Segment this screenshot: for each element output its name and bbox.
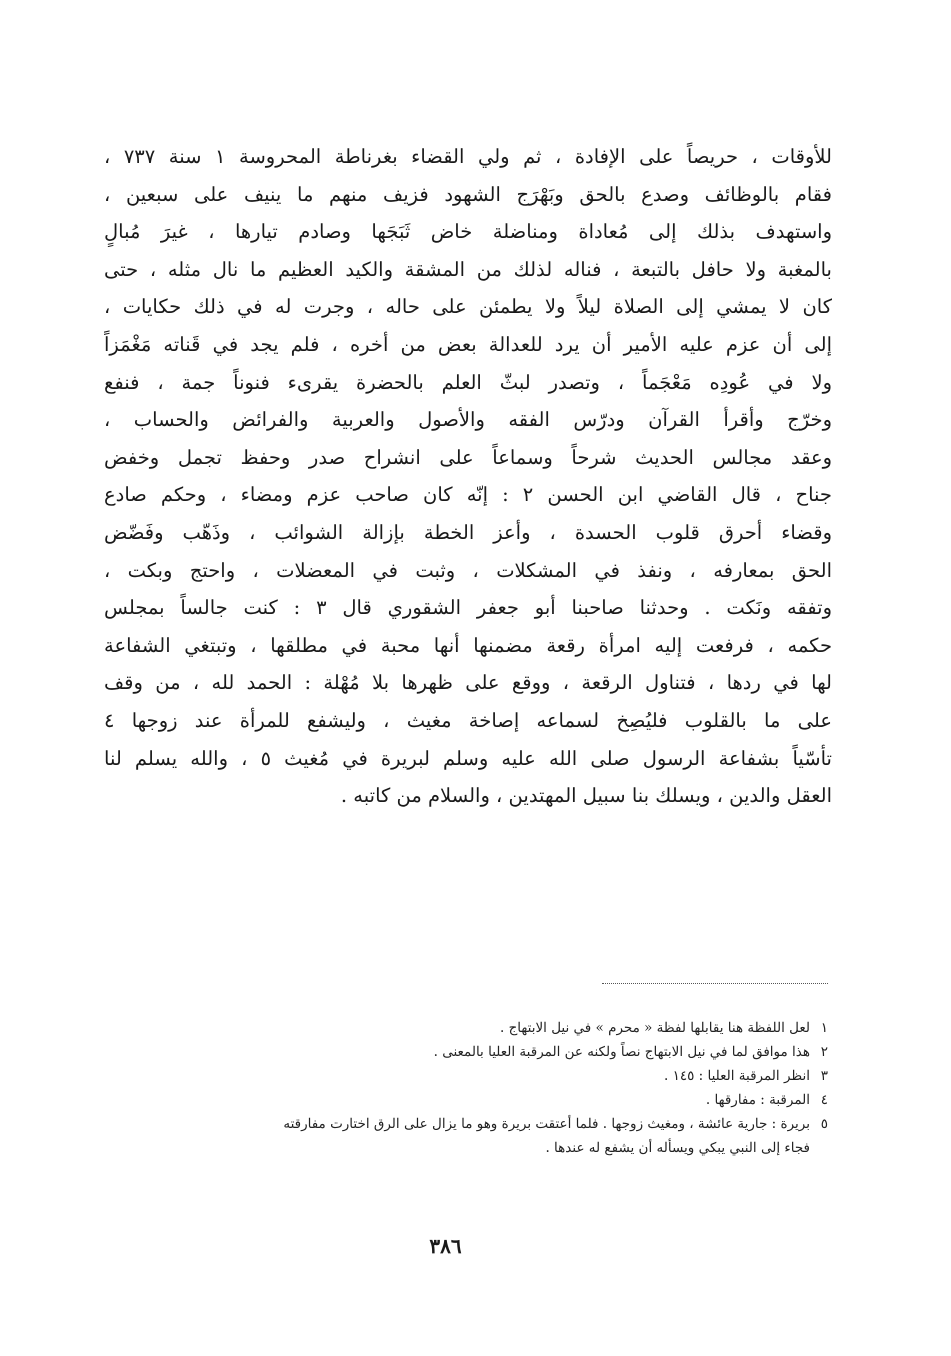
footnote-divider [602, 983, 828, 984]
text-line: لها في ردها ، فتناول الرقعة ، ووقع على ظهرها بلا مُهْلة : الحمد لله ، من وقف [104, 671, 832, 695]
footnote-number: ٥ [820, 1116, 828, 1132]
footnote [100, 1016, 828, 1040]
text-line: بالمغبة ولا حافل بالتبعة ، فناله لذلك من المشقة والكيد العظيم ما نال مثله ، حتى [104, 257, 832, 281]
footnote-number: ٣ [820, 1068, 828, 1084]
text-line: ولا في عُودِه مَعْجَماً ، وتصدر لبثّ العلم بالحضرة يقرىء فنوناً جمة ، فنفع [104, 370, 832, 394]
footnote [100, 1088, 828, 1112]
text-line: للأوقات ، حريصاً على الإفادة ، ثم ولي القضاء بغرناطة المحروسة ١ سنة ٧٣٧ ، [104, 145, 832, 168]
text-line: حكمه ، فرفعت إليه امرأة رقعة مضمنها أنها محبة في مطلقها ، وتبتغي الشفاعة [104, 633, 832, 657]
footnote [100, 1064, 828, 1088]
text-line: كان لا يمشي إلى الصلاة ليلاً ولا يطمئن على حاله ، وجرت له في ذلك حكايات ، [104, 295, 832, 319]
footnote-number: ٢ [820, 1044, 828, 1060]
footnote-number: ١ [820, 1020, 828, 1036]
text-line: واستهدف بذلك إلى مُعاداة ومناضلة خاض ثَبَجَها وصادم تيارها ، غيرَ مُبالٍ [104, 220, 832, 244]
text-line: تأسّياً بشفاعة الرسول صلى الله عليه وسلم لبريرة في مُغيث ٥ ، والله يسلم لنا [104, 746, 832, 770]
footnote [100, 1112, 828, 1136]
footnote-text: لعل اللفظة هنا يقابلها لفظة « محرم » في نيل الابتهاج . [499, 1020, 810, 1036]
footnote [100, 1040, 828, 1064]
text-line: وتفقه ونَكت . وحدثنا صاحبنا أبو جعفر الشقوري قال ٣ : كنت جالساً بمجلس [104, 596, 832, 620]
page-number: ٣٨٦ [429, 1234, 462, 1258]
text-line: وعقد مجالس الحديث شرحاً وسماعاً على انشراح صدر وحفظ تجمل وخفض [104, 445, 832, 469]
text-line: فقام بالوظائف وصدع بالحق وبَهْرَج الشهود فزيف منهم ما ينيف على سبعين ، [104, 182, 832, 206]
text-line: جناح ، قال القاضي ابن الحسن ٢ : إنّه كان صاحب عزم ومضاء ، وحكم صادع [104, 483, 832, 507]
footnotes [100, 1016, 828, 1160]
text-line: الحق بمعارفه ، ونفذ في المشكلات ، وثبت في المعضلات ، واحتج وبكت ، [104, 558, 832, 582]
footnote-number: ٤ [820, 1092, 828, 1108]
text-line: وقضاء أحرق قلوب الحسدة ، وأعز الخطة بإزالة الشوائب ، وذَهّب وفَضّض [104, 520, 832, 544]
main-text [104, 138, 832, 815]
text-line: العقل والدين ، ويسلك بنا سبيل المهتدين ، والسلام من كاتبه . [340, 784, 832, 808]
footnote-text: هذا موافق لما في نيل الابتهاج نصاً ولكنه عن المرقبة العليا بالمعنى . [433, 1044, 810, 1060]
footnote-text: بريرة : جارية عائشة ، ومغيث زوجها . فلما أعتقت بريرة وهو ما يزال على الرق اختارت مفارقته [283, 1116, 810, 1132]
footnote-text: المرقبة : مفارقها . [705, 1092, 810, 1108]
footnote-text: انظر المرقبة العليا : ١٤٥ . [663, 1068, 810, 1084]
text-line: وخرّج وأقرأ القرآن ودرّس الفقه والأصول والعربية والفرائض والحساب ، [104, 408, 832, 432]
text-line: على ما بالقلوب فليُصِخ لسماعه إصاخة مغيث ، وليشفع للمرأة عند زوجها ٤ [104, 708, 832, 732]
text-line: إلى أن عزم عليه الأمير أن يرد للعدالة بعض من أخره ، فلم يجد في قَناته مَغْمَزاً [104, 332, 832, 356]
footnote-continuation: فجاء إلى النبي يبكي ويسأله أن يشفع له عندها . [545, 1140, 810, 1156]
